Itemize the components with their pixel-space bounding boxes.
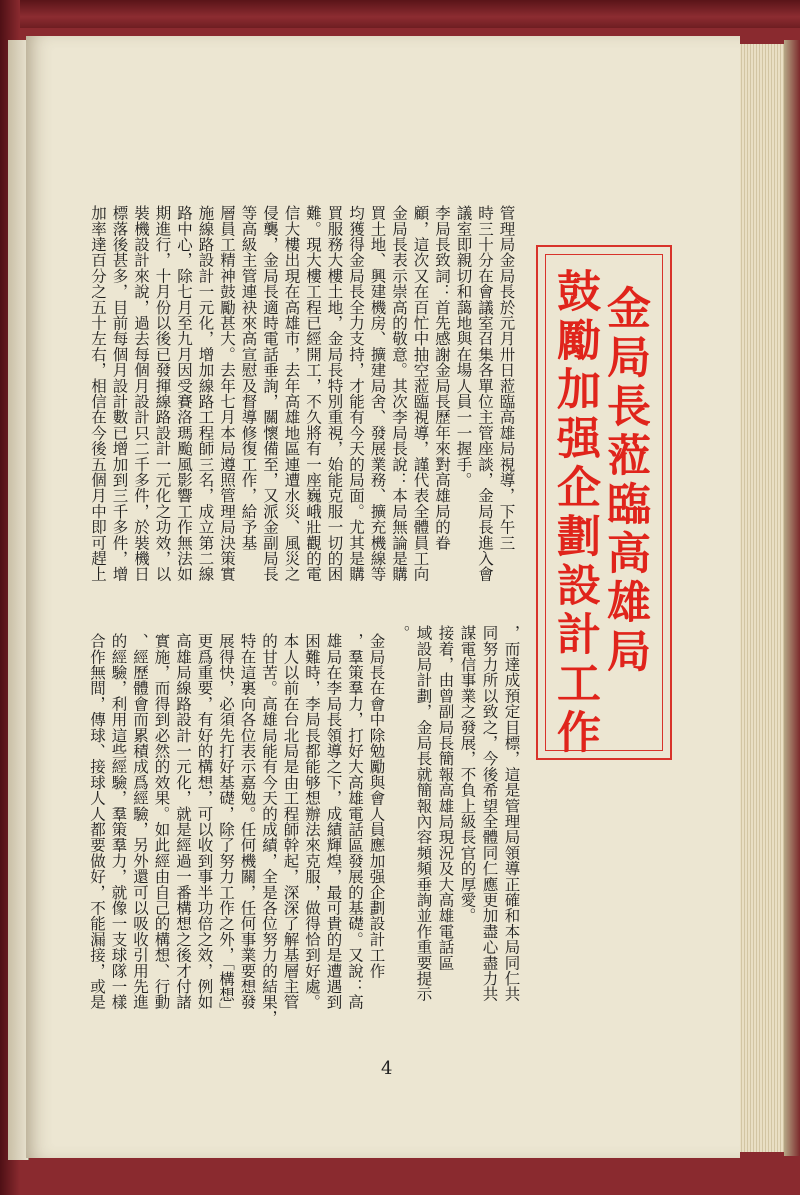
headline-line-2: 鼓勵加强企劃設計工作	[549, 268, 600, 758]
text-column: 金局長在會中除勉勵與會人員應加强企劃設計工作	[367, 633, 386, 979]
text-column: 李局長致詞：首先感謝金局長歷年來對高雄局的眷	[433, 205, 451, 551]
text-column: 等高級主管連袂來高宣慰及督導修復工作，給予基	[239, 205, 258, 551]
headline-line-1: 金局長蒞臨高雄局	[599, 285, 650, 677]
text-column: 裝機設計來說，過去每個月設計只二千多件，於裝機日	[132, 205, 150, 582]
text-column: 實施，而得到必然的效果。如此經由自己的構想、行動	[152, 633, 171, 1010]
text-column: 域設局計劃，金局長就簡報內容頻頻垂詢並作重要提示	[414, 625, 433, 1002]
text-column: 困難時，李局長都能够想辦法來克服，做得恰到好處。	[303, 633, 321, 1010]
page-number: 4	[381, 1058, 393, 1079]
text-column: 侵襲，金局長適時電話垂詢，關懷備至，又派金副局長	[261, 205, 279, 582]
text-column: 合作無間，傳球、接球人人都要做好，不能漏接，或是	[88, 633, 106, 1010]
text-column: 的甘苦。高雄局能有今天的成績，全是各位努力的結果，	[260, 633, 278, 1026]
book-binding-top	[0, 0, 800, 28]
text-column: 高雄局線路設計一元化，就是經過一番構想之後才付諸	[174, 633, 192, 1010]
text-column: 。	[392, 625, 411, 641]
text-column: 買土地、興建機房、擴建局舍、發展業務、擴充機線等	[368, 205, 387, 582]
text-column: 顧，這次又在百忙中抽空蒞臨視導，謹代表全體員工向	[411, 205, 430, 582]
text-column: 、經歷體會而累積成爲經驗，另外還可以吸收引用先進	[131, 633, 149, 1010]
text-column: 謀電信事業之發展，不負上級長官的厚愛。	[458, 625, 477, 924]
text-column: 層員工精神鼓勵甚大。去年七月本局遵照管理局決策實	[218, 205, 236, 582]
text-column: 雄局在李局長領導之下，成績輝煌，最可貴的是遭遇到	[324, 633, 343, 1010]
text-column: 特在這裏向各位表示嘉勉。任何機關，任何事業要想發	[238, 633, 257, 1010]
book-cover-edge	[784, 40, 800, 1156]
text-column: 管理局金局長於元月卅日蒞臨高雄局視導，下午三	[497, 205, 516, 551]
text-column: 的經驗，利用這些經驗，羣策羣力，就像一支球隊一樣	[109, 633, 128, 1010]
text-column: 同努力所以致之，今後希望全體同仁應更加盡心盡力共	[480, 625, 499, 1002]
text-column: 金局長表示崇高的敬意。其次李局長說：本局無論是購	[390, 205, 408, 582]
text-column: 標落後甚多，目前每個月設計數已增加到三千多件，增	[110, 205, 129, 582]
text-column: ，而達成預定目標，這是管理局領導正確和本局同仁共	[502, 625, 521, 1002]
text-column: 期進行，十月份以後已發揮線路設計一元化之功效，以	[153, 205, 172, 582]
page-stack-edge	[738, 44, 785, 1152]
text-column: 買服務大樓土地，金局長特別重視，始能克服一切的困	[325, 205, 344, 582]
text-column: 路中心，除七月至九月因受賽洛瑪颱風影響工作無法如	[175, 205, 193, 582]
text-column: 均獲得金局長全力支持，才能有今天的局面。尤其是購	[347, 205, 365, 582]
text-column: ，羣策羣力，打好大高雄電話區發展的基礎。又說：高	[346, 633, 364, 1010]
text-column: 時三十分在會議室召集各單位主管座談，金局長進入會	[476, 205, 494, 582]
text-column: 難。現大樓工程已經開工，不久將有一座巍峨壯觀的電	[304, 205, 322, 582]
text-column: 施線路設計一元化，增加線路工程師三名，成立第二線	[196, 205, 215, 582]
text-column: 信大樓出現在高雄市，去年高雄地區連遭水災、風災之	[282, 205, 301, 582]
text-column: 更爲重要，有好的構想，可以收到事半功倍之效，例如	[195, 633, 214, 1010]
text-column: 接着，由曾副局長簡報高雄局現況及大高雄電話區	[436, 625, 455, 971]
text-column: 議室即親切和藹地與在場人員一一握手。	[454, 205, 473, 488]
text-column: 展得快，必須先打好基礎，除了努力工作之外，「構想」	[217, 633, 235, 1018]
text-column: 加率達百分之五十左右，相信在今後五個月中即可趕上	[89, 205, 107, 582]
text-column: 本人以前在台北局是由工程師幹起，深深了解基層主管	[281, 633, 300, 1010]
